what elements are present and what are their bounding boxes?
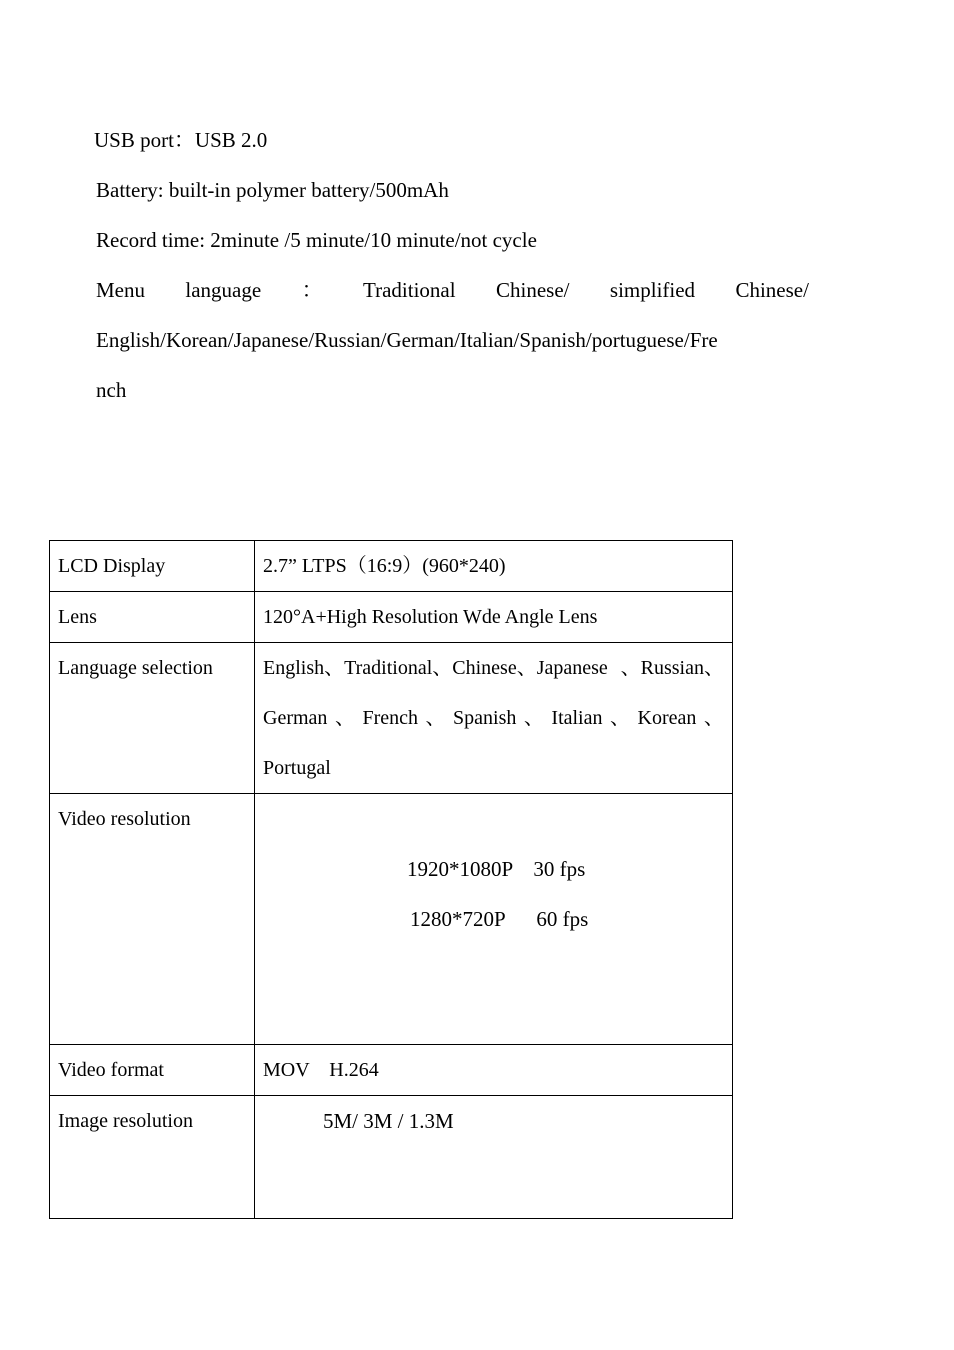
table-row (50, 592, 733, 643)
language-separator: 、 (610, 707, 631, 729)
table-row (50, 794, 733, 1045)
menu-language-line-3: nch (96, 378, 127, 402)
lcd-value-cell (255, 541, 733, 592)
table-row (50, 541, 733, 592)
language-label: Language selection (58, 657, 213, 679)
menu-language-word: Chinese/ (735, 278, 809, 302)
image-res-label: Image resolution (58, 1110, 193, 1132)
battery-line: Battery: built-in polymer battery/500mAh (96, 178, 449, 202)
language-line-3: Portugal (263, 757, 331, 779)
video-res-label: Video resolution (58, 808, 191, 830)
language-separator: 、 (703, 707, 724, 729)
table-row (50, 1096, 733, 1219)
menu-language-line-2: English/Korean/Japanese/Russian/German/Italian/Spanish/portuguese/Fre (96, 328, 718, 352)
lcd-value: 2.7” LTPS（16:9）(960*240) (263, 555, 506, 577)
image-res-value: 5M/ 3M / 1.3M (323, 1109, 454, 1133)
menu-language-word: ： (301, 278, 323, 302)
video-res-spacer (263, 794, 724, 844)
video-format-value: MOV H.264 (263, 1059, 379, 1081)
menu-language-line (96, 277, 809, 303)
language-text: English、Traditional、Chinese、Japanese (263, 657, 608, 679)
table-row (50, 643, 733, 794)
video-res-label-cell (50, 794, 255, 1045)
menu-language-word: Menu (96, 278, 145, 302)
language-separator: 、 (334, 707, 355, 729)
language-line-1 (263, 643, 724, 693)
usb-port-line: USB port：USB 2.0 (94, 128, 268, 152)
lcd-label: LCD Display (58, 555, 166, 577)
language-separator: 、 (425, 707, 446, 729)
language-label-cell (50, 643, 255, 794)
language-line-2 (263, 693, 724, 743)
language-text: French (362, 707, 418, 729)
menu-language-word: Traditional (363, 278, 456, 302)
language-text: Korean (637, 707, 697, 729)
language-text: Spanish (453, 707, 517, 729)
language-value-cell (255, 643, 733, 794)
menu-language-word: simplified (609, 278, 696, 302)
lens-value: 120°A+High Resolution Wde Angle Lens (263, 606, 598, 628)
menu-language-word: language (185, 278, 262, 302)
lcd-label-cell (50, 541, 255, 592)
video-res-value-cell (255, 794, 733, 1045)
lens-value-cell (255, 592, 733, 643)
lens-label: Lens (58, 606, 97, 628)
lens-label-cell (50, 592, 255, 643)
video-format-value-cell (255, 1045, 733, 1096)
video-format-label: Video format (58, 1059, 164, 1081)
image-res-value-cell (255, 1096, 733, 1219)
table-row (50, 1045, 733, 1096)
spec-table (49, 540, 733, 1219)
image-res-label-cell (50, 1096, 255, 1219)
video-format-label-cell (50, 1045, 255, 1096)
record-time-line: Record time: 2minute /5 minute/10 minute/not cycle (96, 228, 537, 252)
video-res-1080p: 1920*1080P 30 fps (407, 857, 586, 881)
language-text: 、Russian、 (620, 657, 724, 679)
menu-language-word: Chinese/ (495, 278, 570, 302)
video-res-720p: 1280*720P 60 fps (410, 907, 589, 931)
language-text: German (263, 707, 328, 729)
language-text: Italian (551, 707, 603, 729)
language-separator: 、 (523, 707, 544, 729)
